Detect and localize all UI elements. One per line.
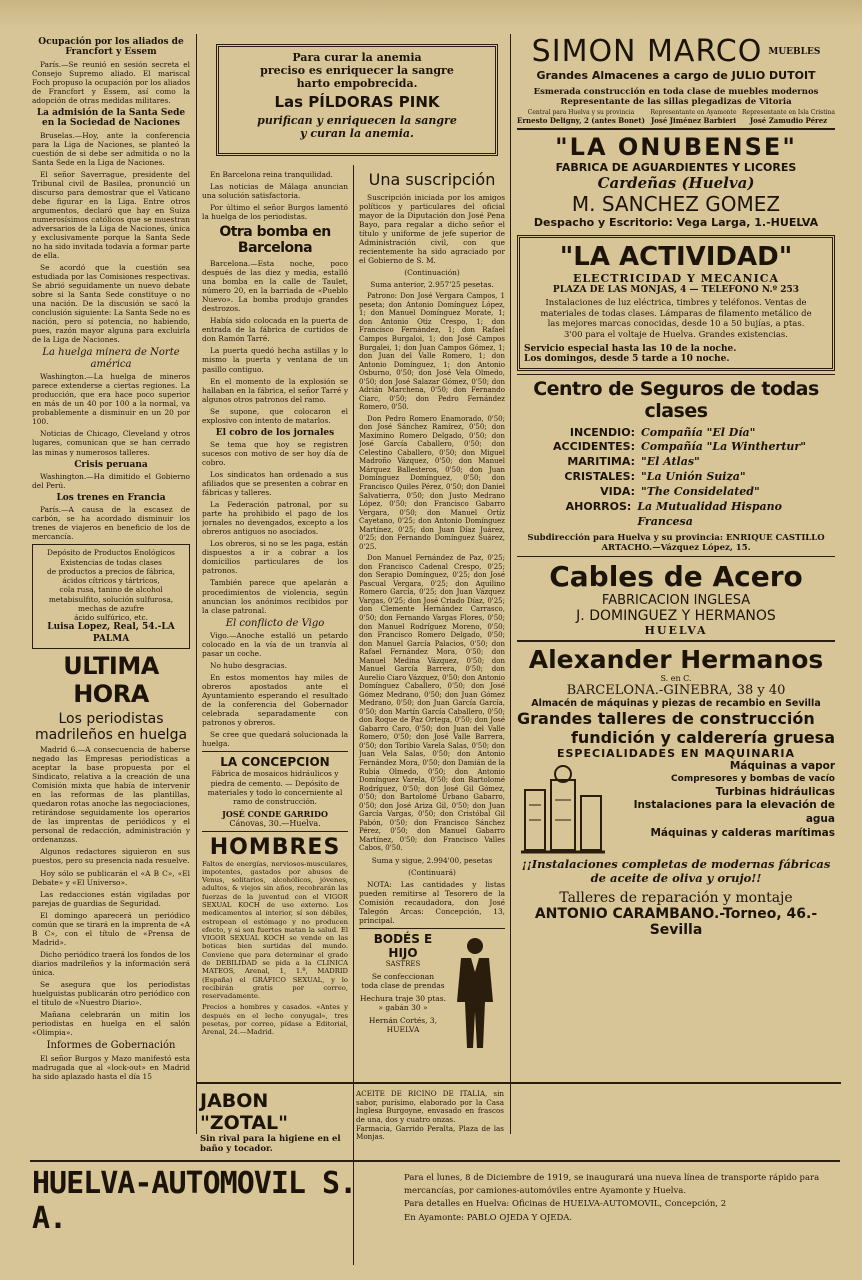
ad-productos-enologicos (32, 544, 190, 649)
article-periodistas-4: Las redacciones están vigiladas por parejas de guardias de Seguridad. (32, 889, 190, 908)
cables-city: HUELVA (644, 624, 708, 638)
simon-reps (517, 109, 835, 125)
machinery-item: Turbinas hidráulicas (715, 785, 835, 798)
hombres-title: HOMBRES (209, 834, 341, 860)
article-huelga-minera-1: Washington.—La huelga de mineros parece extenderse a ciertas regiones. La producción, que era hace poco superior en más de un 40 por 100 a la normal, va probablemente a disminuir en un 20 por 100. (32, 372, 190, 427)
headline-santa-sede: La admisión de la Santa Sede en la Sociedad de Naciones (36, 107, 186, 129)
article-periodistas-1: Madrid 6.—A consecuencia de haberse negado las Empresas periodísticas a aceptar la base propuesta por el Sindicato, relativa a la creación de una Comisión mixta que había de intervenir en las reformas de las plantillas, quedaron rotas anoche las negociaciones, retirándose seguidamente los operarios de las imprentas de periódicos y el personal de redacción, administración y ordenanzas. (32, 745, 190, 845)
ultima-hora-title: ULTIMA HORA (63, 651, 159, 708)
suscripcion-nota: NOTA: Las cantidades y listas pueden remitirse al Tesorero de la Comisión recaudadora, don José Talegón Arcas: Concepción, 13, principal. (359, 879, 505, 926)
article-periodistas-2: Algunos redactores siguieron en sus puestos, pero su presencia nada resuelve. (32, 847, 190, 866)
column-rule (196, 34, 197, 1134)
divider (202, 751, 348, 752)
seguros-row: MARITIMA: "El Atlas" (567, 455, 700, 469)
ad-line: de productos a precios de fábrica, (47, 566, 175, 576)
bodes-city: HUELVA (386, 1025, 420, 1035)
column-3 (359, 170, 505, 1170)
machinery-item: Máquinas a vapor (729, 760, 835, 773)
alexander-line: Almacén de máquinas y piezas de recambio en Sevilla (531, 698, 821, 710)
bodes-line: Hechura traje 30 ptas. (360, 994, 446, 1004)
article-periodistas-3: Hoy sólo se publicarán el «A B C», «El Debate» y «El Universo». (32, 868, 190, 887)
actividad-service: Servicio especial hasta las 10 de la noche. (524, 343, 737, 354)
cables-title: Cables de Acero (549, 560, 803, 594)
divider (517, 556, 835, 557)
concepcion-owner: JOSÉ CONDE GARRIDO (222, 808, 328, 819)
hombres-footer: Precios a hombres y casados. «Antes y después en el lecho conyugal», tres pesetas, por correo, pídase a Editorial, Arenal, 24.—Madrid. (202, 1003, 348, 1037)
article-bomba-3: La puerta quedó hecha astillas y lo mismo la puerta y ventana de un pasillo contiguo. (202, 346, 348, 374)
divider (359, 928, 505, 929)
actividad-title: "LA ACTIVIDAD" (559, 242, 793, 272)
ad-line: ácido sulfúrico, etc. (74, 613, 148, 623)
bodes-title: BODÉS E HIJO (373, 932, 433, 961)
headline-huelga-minera: La huelga minera de Norte américa (42, 347, 180, 370)
headline-trenes-francia: Los trenes en Francia (56, 492, 166, 503)
seguros-row: INCENDIO: Compañía "El Día" (569, 425, 756, 439)
ad-line: cola rusa, tanino de alcohol (59, 585, 163, 595)
onubense-place: Cardeñas (Huelva) (597, 174, 755, 192)
simon-title: SIMON MARCO (531, 34, 763, 69)
article-santa-sede-3: Se acordó que la cuestión sea estudiada por las Comisiones respectivas. Se abrió seguidamente un nuevo debate sobre si la Santa Sede constituye o no una nación. De la discusión se sacó la conclusión siguiente: La Santa Sede no es nación, pero sí potencia, no habiendo, pues, razón mayor alguna para excluirla de la Liga de Naciones. (32, 262, 190, 345)
column-1 (32, 34, 190, 1169)
machinery-item: Compresores y bombas de vacío (671, 774, 835, 785)
article-barcelona-1: En Barcelona reina tranquilidad. (210, 170, 333, 179)
actividad-sundays: Los domingos, desde 5 tarde a 10 noche. (524, 353, 730, 364)
suscripcion-cont: (Continuación) (404, 268, 460, 278)
concepcion-address: Cánovas, 30.—Huelva. (229, 818, 321, 828)
article-vigo-3: En estos momentos hay miles de obreros apostados ante el Ayuntamiento esperando el resultado de la conferencia del Gobernador celebrada separadamente con patronos y obreros. (202, 673, 348, 728)
column-rule (353, 165, 354, 1265)
suscripcion-list-2: Don Pedro Romero Enamorado, 0'50; don José Sánchez Ramírez, 0'50; don Maximino Romero Delgado, 0'50; don José García Caballero, 0'50; don Celestino Caballero, 0'50; don Miguel Madroño Vázquez, 0'50; don Manuel Márquez Ballesteros, 0'50; don Juan Domínguez Domínguez, 0'50; don Francisco Quiles Pérez, 0'50; don Daniel Salvatierra, 0'50; don Justo Medrano López, 0'50; don Francisco Gabarro Vergara, 0'50; don Manuel Ortíz Cayetano, 0'25; don Antonio Domínguez Martínez, 0'25; don Juan Díaz Juárez, 0'25; don Fernando Domínguez Suárez, 0'25. (359, 414, 505, 551)
cables-line: FABRICACION INGLESA (601, 593, 751, 609)
article-crisis-peruana: Washington.—Ha dimitido el Gobierno del Perú. (32, 471, 190, 490)
seguros-title: Centro de Seguros de todas clases (533, 377, 819, 422)
seguros-row: CRISTALES: "La Unión Suiza" (564, 470, 746, 484)
machinery-illustration-icon (517, 760, 609, 858)
article-vigo-2: No hubo desgracias. (210, 661, 287, 671)
suscripcion-title: Una suscripción (368, 170, 496, 189)
article-jornales-1: Se tema que hoy se registren sucesos con motivo de ser hoy día de cobro. (202, 440, 348, 468)
bodes-address: Hernán Cortés, 3, (368, 1016, 438, 1026)
simon-side: MUEBLES (768, 46, 821, 57)
article-jornales-4: Los obreros, si no se les paga, están dispuestos a ir a cobrar a los domicilios particulares de los patronos. (202, 539, 348, 576)
divider (202, 831, 348, 832)
article-trenes-francia: París.—A causa de la escasez de carbón, se ha acordado disminuir los trenes de viajeros en beneficio de los de mercancía. (32, 505, 190, 542)
article-bomba-2: Había sido colocada en la puerta de entrada de la fábrica de curtidos de don Ramón Tarré. (202, 316, 348, 344)
onubense-owner: M. SANCHEZ GOMEZ (571, 192, 781, 216)
article-huelga-minera-2: Noticias de Chicago, Cleveland y otros lugares, comunican que se han cerrado las minas y numerosos talleres. (32, 429, 190, 457)
automovil-line: En Ayamonte: PABLO OJEDA Y OJEDA. (404, 1212, 573, 1223)
actividad-line: ELECTRICIDAD Y MECANICA (572, 272, 780, 285)
article-periodistas-8: Mañana celebrarán un mitin los periodistas en huelga en el salón «Olimpia». (32, 1009, 190, 1037)
automovil-line: Para el lunes, 8 de Diciembre de 1919, se inaugurará una nueva línea de transporte rápido para mercancías, por camiones-automóviles entre Ayamonte y Huelva. (404, 1173, 820, 1197)
column-2 (202, 170, 348, 1170)
anemia-line: purifican y enriquecen la sangre (257, 114, 457, 127)
cables-owner: J. DOMINGUEZ Y HERMANOS (576, 608, 776, 625)
article-frankfurt: París.—Se reunió en sesión secreta el Consejo Supremo aliado. El mariscal Foch propuso la ocupación por los aliados de Francfort y Essem, así como la adopción de otras medidas militares. (32, 59, 190, 105)
article-bomba-1: Barcelona.—Esta noche, poco después de las diez y media, estalló una bomba en la calle de Taulet, número 20, en la barriada de «Pueblo Nuevo». La bomba produjo grandes destrozos. (202, 259, 348, 314)
bodes-line: » gabán 30 » (378, 1003, 428, 1013)
aceite-body: ACEITE DE RICINO DE ITALIA, sin sabor, purísimo, elaborado por la Casa Inglesa Burgoyne, envasado en frascos de una, dos y cuatro onzas. (356, 1089, 504, 1124)
seguros-table (517, 426, 835, 530)
simon-rep: Representante en Ayamonte José Jiménez Barbieri (650, 109, 737, 125)
alexander-sc: S. en C. (660, 674, 692, 684)
alexander-title: Alexander Hermanos (528, 645, 824, 675)
divider (517, 640, 835, 642)
article-jornales-3: La Federación patronal, por su parte ha prohibido el pago de los jornales no devengados, excepto a los obreros antiguos no asociados. (202, 500, 348, 537)
article-jornales-2: Los sindicatos han ordenado a sus afiliados que se presenten a cobrar en fábricas y talleres. (202, 470, 348, 498)
concepcion-title: LA CONCEPCION (220, 755, 330, 770)
top-margin (0, 0, 862, 30)
anemia-line: y curan la anemia. (300, 127, 414, 140)
simon-rep: Central para Huelva y su provincia Ernesto Deligny, 2 (antes Bonet) (517, 109, 645, 125)
ad-line: Existencias de todas clases (60, 557, 162, 567)
ad-jabon-zotal (200, 1090, 350, 1154)
headline-cobro-jornales: El cobro de los jornales (215, 427, 335, 438)
machinery-item: Máquinas y calderas marítimas (650, 826, 835, 839)
simon-sub: Grandes Almacenes a cargo de JULIO DUTOIT (536, 69, 816, 82)
alexander-machinery (517, 760, 835, 858)
ad-line: mechas de azufre (78, 603, 144, 613)
onubense-line: FABRICA DE AGUARDIENTES Y LICORES (555, 161, 797, 174)
divider (196, 1082, 841, 1084)
ad-line: Depósito de Productos Enológicos (47, 548, 175, 558)
suscripcion-continuara: (Continuará) (408, 867, 456, 877)
ad-line: metabisulfito, solución sulfurosa, (48, 594, 174, 604)
article-gobernacion: El señor Burgos y Mazo manifestó esta madrugada que al «lock-out» en Madrid ha sido aplazado hasta el día 15 (32, 1053, 190, 1081)
alexander-line: Talleres de reparación y montaje (559, 890, 793, 906)
article-barcelona-2: Las noticias de Málaga anuncian una solución satisfactoria. (202, 182, 348, 201)
headline-periodistas: Los periodistas madrileños en huelga (34, 710, 188, 743)
suscripcion-list-3: Don Manuel Fernández de Paz, 0'25; don Francisco Cadenal Crespo, 0'25; don Serapio Domínguez, 0'25; don José Pascual Vergara, 0'25; don Aquilino Romero García, 0'25; don Juan Vázquez Vargas, 0'25; don José Criado Díaz, 0'25; don Clemente Hernández Carrasco, 0'50; don Fernando Vargas Flores, 0'50; don Manuel Rodríguez Moreno, 0'50; don Francisco Romero Delgado, 0'50; don Manuel García Palacios, 0'50; don Rafael Fernández Mora, 0'50; don Manuel Medina Vázquez, 0'50; don Manuel García Barrera, 0'50; don Aurelio Ciaro Vázquez, 0'50; don Antonio Domínguez Caballero, 0'50; don José Gómez Medrano, 0'50; don Juan Gómez Medrano, 0'50; don Juan García García, 0'50; don Martín García Caballero, 0'50; don Roque de Paz Ortega, 0'50; don José Gabarro Caro, 0'50; don Juan del Valle Romero, 0'50; don José Valle Barrera, 0'50; don Toribio Varela Salas, 0'50; don Juan Vela Salas, 0'50; don Antonio Fernández Mora, 0'50; don Damián de la Rubia Olmedo, 0'50; don Antonio Domínguez Varela, 0'50; don Bartolomé Rodríguez, 0'50; don José Gil Gómez, 0'50; don Bartolomé Urbano Gabarro, 0'50; don José Ariza Gil, 0'50; don Juan García Vargas, 0'50; don Cristóbal Gil Pabón, 0'50; don Francisco Sánchez Pérez, 0'50; don Manuel Gabarro Martínez, 0'50; don Francisco Valles Cabos, 0'50. (359, 554, 505, 853)
divider (517, 128, 835, 130)
machinery-item: Instalaciones para la elevación de agua (633, 799, 835, 826)
hombres-body: Faltos de energías, nerviosos-musculares, impotentes, gastados por abusos de Venus, solitarios, alcohólicos, jóvenes, adultos, & viejos sin años, recobrarán las fuerzas de la juventud con el VIGOR SEXUAL KOCH de uso externo. Los medicamentos al interior, sí son débiles, estropean el estómago y no producen efecto, y si son fuertes matan la salud. El VIGOR SEXUAL KOCH se vende en las boticas bien surtidas del mundo. Conviene que para determinar el grado de DEBILIDAD se pida a la CLINICA MATEOS, Arenal, 1, 1.º, MADRID (España) el GRÁFICO SEXUAL, y lo recibirán gratis por correo, reservadamente. (202, 859, 348, 1001)
article-santa-sede-1: Bruselas.—Hoy, ante la conferencia para la Liga de Naciones, se planteó la cuestión de si debe ser admitida o no la Santa Sede en la Liga de Naciones. (32, 130, 190, 167)
alexander-specialties: ESPECIALIDADES EN MAQUINARIA (556, 747, 795, 761)
onubense-address: Despacho y Escritorio: Vega Larga, 1.-HUELVA (533, 216, 819, 229)
article-bomba-4: En el momento de la explosión se hallaban en la fábrica, el señor Tarré y algunos otros patronos del ramo. (202, 376, 348, 404)
ad-pildoras-pink (216, 44, 498, 156)
aceite-pharmacy: Farmacia, Garrido Peralta, Plaza de las Monjas. (356, 1123, 504, 1142)
automovil-details (404, 1172, 832, 1225)
alexander-line: fundición y calderería gruesa (570, 728, 835, 748)
suscripcion-suma: Suma y sigue, 2.994'00, pesetas (371, 855, 493, 865)
bodes-line: toda clase de prendas (361, 981, 445, 991)
automovil-title: HUELVA-AUTOMOVIL S. A. (32, 1166, 357, 1236)
ad-aceite-ricino (356, 1090, 504, 1142)
anemia-title: Las PÍLDORAS PINK (274, 93, 440, 111)
article-periodistas-6: Dicho periódico traerá los fondos de los diarios madrileños y la información será única. (32, 949, 190, 977)
actividad-body: Instalaciones de luz eléctrica, timbres y teléfonos. Ventas de materiales de todas clases. Lámparas de filamento metálico de las mejores marcas conocidas, desde 10 a 50 bujías, a ptas. 3'00 para el voltaje de Huelva. Grandes existencias. (540, 298, 812, 340)
alexander-line: ¡¡Instalaciones completas de modernas fábricas de aceite de oliva y orujo!! (521, 857, 831, 886)
column-rule (510, 34, 511, 1134)
onubense-title: "LA ONUBENSE" (555, 133, 797, 161)
article-vigo-1: Vigo.—Anoche estalló un petardo colocado en la vía de un tranvía al pasar un coche. (202, 631, 348, 659)
seguros-row: ACCIDENTES: Compañía "La Winthertur" (553, 440, 806, 454)
simon-line: Representante de las sillas plegadizas de Vitoria (560, 97, 792, 107)
suscripcion-suma-anterior: Suma anterior, 2.957'25 pesetas. (370, 280, 494, 290)
divider (30, 1160, 840, 1162)
divider (517, 374, 835, 375)
seguros-row: AHORROS: La Mutualidad Hispano Francesa (565, 499, 782, 528)
simon-line: Esmerada construcción en toda clase de muebles modernos (533, 87, 819, 97)
bodes-line: Se confeccionan (371, 972, 435, 982)
suscripcion-intro: Suscripción iniciada por los amigos políticos y particulares del oficial mayor de la Diputación don José Pena Bayo, para regalar a dicho señor el título y uniforme de jefe superior de Administración civil, con que recientemente ha sido agraciado por el Gobierno de S. M. (359, 193, 505, 266)
article-bomba-5: Se supone, que colocaron el explosivo con intento de matarlos. (202, 406, 348, 425)
anemia-line: Para curar la anemia (292, 51, 422, 64)
ad-huelva-automovil (32, 1166, 392, 1236)
bodes-sub: SASTRES (385, 960, 421, 969)
headline-frankfurt: Ocupación por los aliados de Francfort y Essem (38, 37, 184, 58)
article-jornales-5: También parece que apelarán a procedimientos de violencia, según anuncian los anónimos recibidos por la clase patronal. (202, 578, 348, 615)
alexander-address-sevilla: ANTONIO CARAMBANO.-Torneo, 46.-Sevilla (534, 906, 818, 938)
suscripcion-list-1: Patrono: Don José Vergara Campos, 1 peseta; don Antonio Domínguez López, 1; don Manuel Domínguez Morate, 1; don Antonio Otiz Crespo, 1; don Francisco Fernández, 1; don Rafael Campos Burgaloi, 1; don José Campos Burgalei, 1; don Juan Campos Gómez, 1; don Juan del Valle Romero, 1; don Antonio Domínguez, 1; don Antonio Osburno, 0'50; don José Vela Olmedo, 0'50; don José Salazar Gómez, 0'50; don Adrián Marchena, 0'50; don Fernando Ciarc, 0'50; don Pedro Fernández Romero, 0'50. (359, 292, 505, 412)
anemia-line: preciso es enriquecer la sangre (260, 64, 454, 77)
seguros-footer: Subdirección para Huelva y su provincia: ENRIQUE CASTILLO ARTACHO.—Vázquez López, 15. (527, 533, 825, 554)
article-barcelona-3: Por último el señor Burgos lamentó la huelga de los periodistas. (202, 203, 348, 222)
ad-line: Luisa Lopez, Real, 54.-LA PALMA (47, 622, 175, 644)
jabon-sub: Sin rival para la higiene en el baño y tocador. (200, 1134, 341, 1154)
article-vigo-4: Se cree que quedará solucionada la huelga. (202, 730, 348, 749)
headline-conflicto-vigo: El conflicto de Vigo (225, 617, 325, 629)
simon-rep: Representante en Isla Cristina José Zamudio Pérez (742, 109, 835, 125)
tailor-figure-icon (447, 932, 503, 1052)
automovil-line: Para detalles en Huelva: Oficinas de HUELVA-AUTOMOVIL, Concepción, 2 (404, 1199, 727, 1210)
seguros-row: VIDA: "The Considelated" (600, 484, 760, 498)
column-4 (517, 34, 835, 1169)
headline-gobernacion: Informes de Gobernación (46, 1040, 176, 1052)
article-periodistas-5: El domingo aparecerá un periódico común que se tirará en la imprenta de «A B C», con el título de «Prensa de Madrid». (32, 910, 190, 947)
article-periodistas-7: Se asegura que los periodistas huelguistas publicarán otro periódico con el título de «Nuestro Diario». (32, 979, 190, 1007)
article-santa-sede-2: El señor Saverrague, presidente del Tribunal civil de Basilea, pronunció un discurso para demostrar que el Vaticano debe figurar en la Liga. Entre otros argumentos, declaró que hay en Suiza numerosísimos católicos que se muestran adversarios de la Liga de Naciones, única y exclusivamente porque la Santa Sede no ha sido invitada todavía a formar parte de ella. (32, 169, 190, 260)
ad-la-actividad (517, 235, 835, 371)
simon-header (517, 34, 835, 69)
ad-bodes (359, 932, 505, 1052)
headline-bomba-barcelona: Otra bomba en Barcelona (219, 224, 331, 257)
alexander-line: Grandes talleres de construcción (517, 709, 815, 729)
headline-crisis-peruana: Crisis peruana (74, 459, 148, 470)
concepcion-body: Fábrica de mosaicos hidráulicos y piedra de cemento. — Depósito de materiales y todo lo concerniente al ramo de construcción. (207, 769, 343, 806)
jabon-title: JABON "ZOTAL" (200, 1090, 289, 1134)
anemia-line: harto empobrecida. (296, 77, 418, 90)
actividad-address: PLAZA DE LAS MONJAS, 4 — TELEFONO N.º 253 (552, 285, 800, 295)
alexander-address: BARCELONA.-GINEBRA, 38 y 40 (566, 683, 786, 699)
ad-line: ácidos cítricos y tártricos, (62, 576, 160, 586)
